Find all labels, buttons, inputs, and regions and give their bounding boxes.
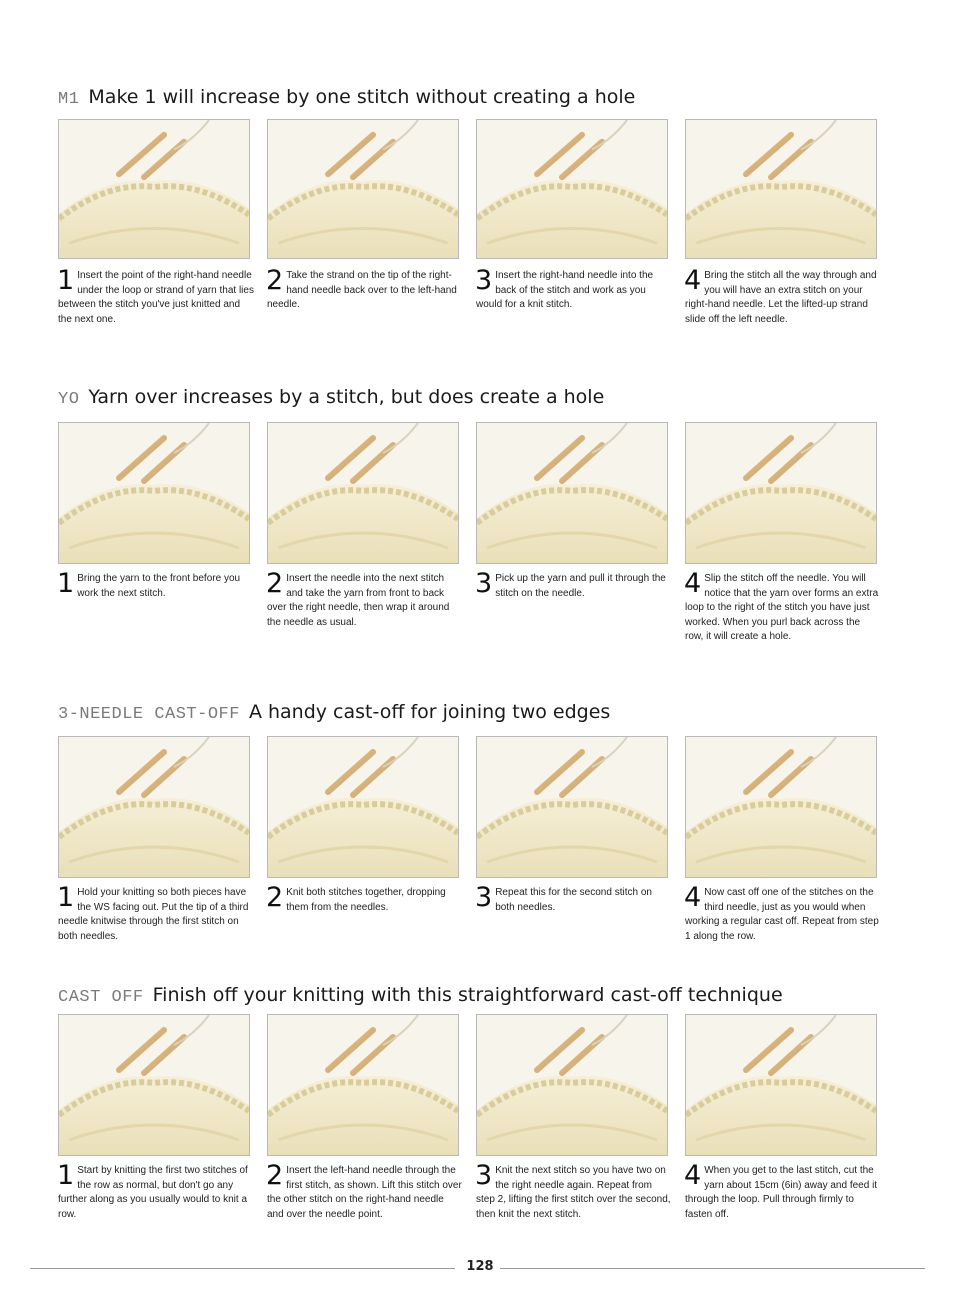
step-text: Take the strand on the tip of the right-hand needle back over to the left-hand needle. (267, 270, 457, 310)
section-code: CAST OFF (58, 988, 144, 1007)
step-text: When you get to the last stitch, cut the yarn about 15cm (6in) away and feed it through the loop. Pull through firmly to fasten off. (685, 1165, 878, 1220)
page-number: 128 (466, 1259, 494, 1274)
step-number: 3 (475, 568, 493, 599)
section-heading: Make 1 will increase by one stitch without creating a hole (88, 86, 636, 108)
step-text: Repeat this for the second stitch on both needles. (495, 887, 652, 913)
step-photo (58, 119, 250, 259)
step-text: Start by knitting the first two stitches of the row as normal, but don't go any further along as you usually would to knit a row. (58, 1165, 248, 1220)
step-number: 1 (57, 265, 75, 296)
step-caption (684, 568, 881, 645)
step-number: 4 (684, 882, 702, 913)
step-number: 1 (57, 1160, 75, 1191)
section-code: 3-NEEDLE CAST-OFF (58, 705, 240, 724)
step-caption (475, 265, 672, 313)
section-title (58, 984, 783, 1007)
step-caption (57, 568, 254, 601)
step-caption (266, 1160, 463, 1222)
step-photo (685, 422, 877, 564)
step-number: 4 (684, 265, 702, 296)
step-photo (476, 736, 668, 878)
step-caption (57, 882, 254, 944)
footer-rule-right (500, 1268, 925, 1269)
step-photo (267, 422, 459, 564)
step-number: 2 (266, 265, 284, 296)
section-title (58, 386, 604, 409)
step-photo (267, 736, 459, 878)
section-code: YO (58, 390, 80, 409)
step-number: 4 (684, 568, 702, 599)
step-text: Slip the stitch off the needle. You will notice that the yarn over forms an extra loop to the right of the stitch you have just worked. When you purl back across the row, it will create a hole. (685, 573, 879, 642)
step-photo (476, 1014, 668, 1156)
step-text: Insert the needle into the next stitch and take the yarn from front to back over the right needle, then wrap it around the needle as usual. (267, 573, 450, 628)
step-caption (475, 568, 672, 601)
step-caption (684, 265, 881, 327)
step-photo (58, 422, 250, 564)
step-photo (267, 119, 459, 259)
step-caption (684, 1160, 881, 1222)
step-number: 1 (57, 882, 75, 913)
step-caption (266, 568, 463, 630)
step-text: Knit the next stitch so you have two on the right needle again. Repeat from step 2, lifting the first stitch over the second, then knit the next stitch. (476, 1165, 671, 1220)
step-caption (57, 1160, 254, 1222)
step-text: Hold your knitting so both pieces have the WS facing out. Put the tip of a third needle knitwise through the first stitch on both needles. (58, 887, 249, 942)
step-caption (475, 1160, 672, 1222)
step-text: Bring the yarn to the front before you work the next stitch. (77, 573, 241, 599)
step-number: 1 (57, 568, 75, 599)
step-number: 2 (266, 568, 284, 599)
step-text: Pick up the yarn and pull it through the stitch on the needle. (495, 573, 666, 599)
step-caption (266, 265, 463, 313)
step-caption (57, 265, 254, 327)
step-photo (58, 1014, 250, 1156)
footer-rule-left (30, 1268, 455, 1269)
step-photo (476, 422, 668, 564)
step-number: 3 (475, 882, 493, 913)
section-heading: Finish off your knitting with this straightforward cast-off technique (152, 984, 783, 1006)
step-photo (685, 736, 877, 878)
step-photo (476, 119, 668, 259)
step-photo (267, 1014, 459, 1156)
step-number: 2 (266, 1160, 284, 1191)
step-text: Knit both stitches together, dropping them from the needles. (286, 887, 446, 913)
section-heading: Yarn over increases by a stitch, but does create a hole (88, 386, 605, 408)
section-heading: A handy cast-off for joining two edges (248, 701, 611, 723)
step-number: 3 (475, 265, 493, 296)
section-title (58, 701, 610, 724)
step-photo (685, 119, 877, 259)
step-caption (684, 882, 881, 944)
step-caption (475, 882, 672, 915)
section-code: M1 (58, 90, 80, 109)
section-title (58, 86, 635, 109)
step-number: 3 (475, 1160, 493, 1191)
step-caption (266, 882, 463, 915)
step-text: Now cast off one of the stitches on the third needle, just as you would when working a regular cast off. Repeat from step 1 along the row. (685, 887, 879, 942)
step-number: 2 (266, 882, 284, 913)
step-text: Insert the left-hand needle through the first stitch, as shown. Lift this stitch over the other stitch on the right-hand needle and over the needle point. (267, 1165, 462, 1220)
step-text: Bring the stitch all the way through and you will have an extra stitch on your right-hand needle. Let the lifted-up strand slide off the left needle. (685, 270, 877, 325)
step-photo (58, 736, 250, 878)
step-photo (685, 1014, 877, 1156)
step-number: 4 (684, 1160, 702, 1191)
step-text: Insert the right-hand needle into the back of the stitch and work as you would for a knit stitch. (476, 270, 654, 310)
step-text: Insert the point of the right-hand needle under the loop or strand of yarn that lies between the stitch you've just knitted and the next one. (58, 270, 254, 325)
